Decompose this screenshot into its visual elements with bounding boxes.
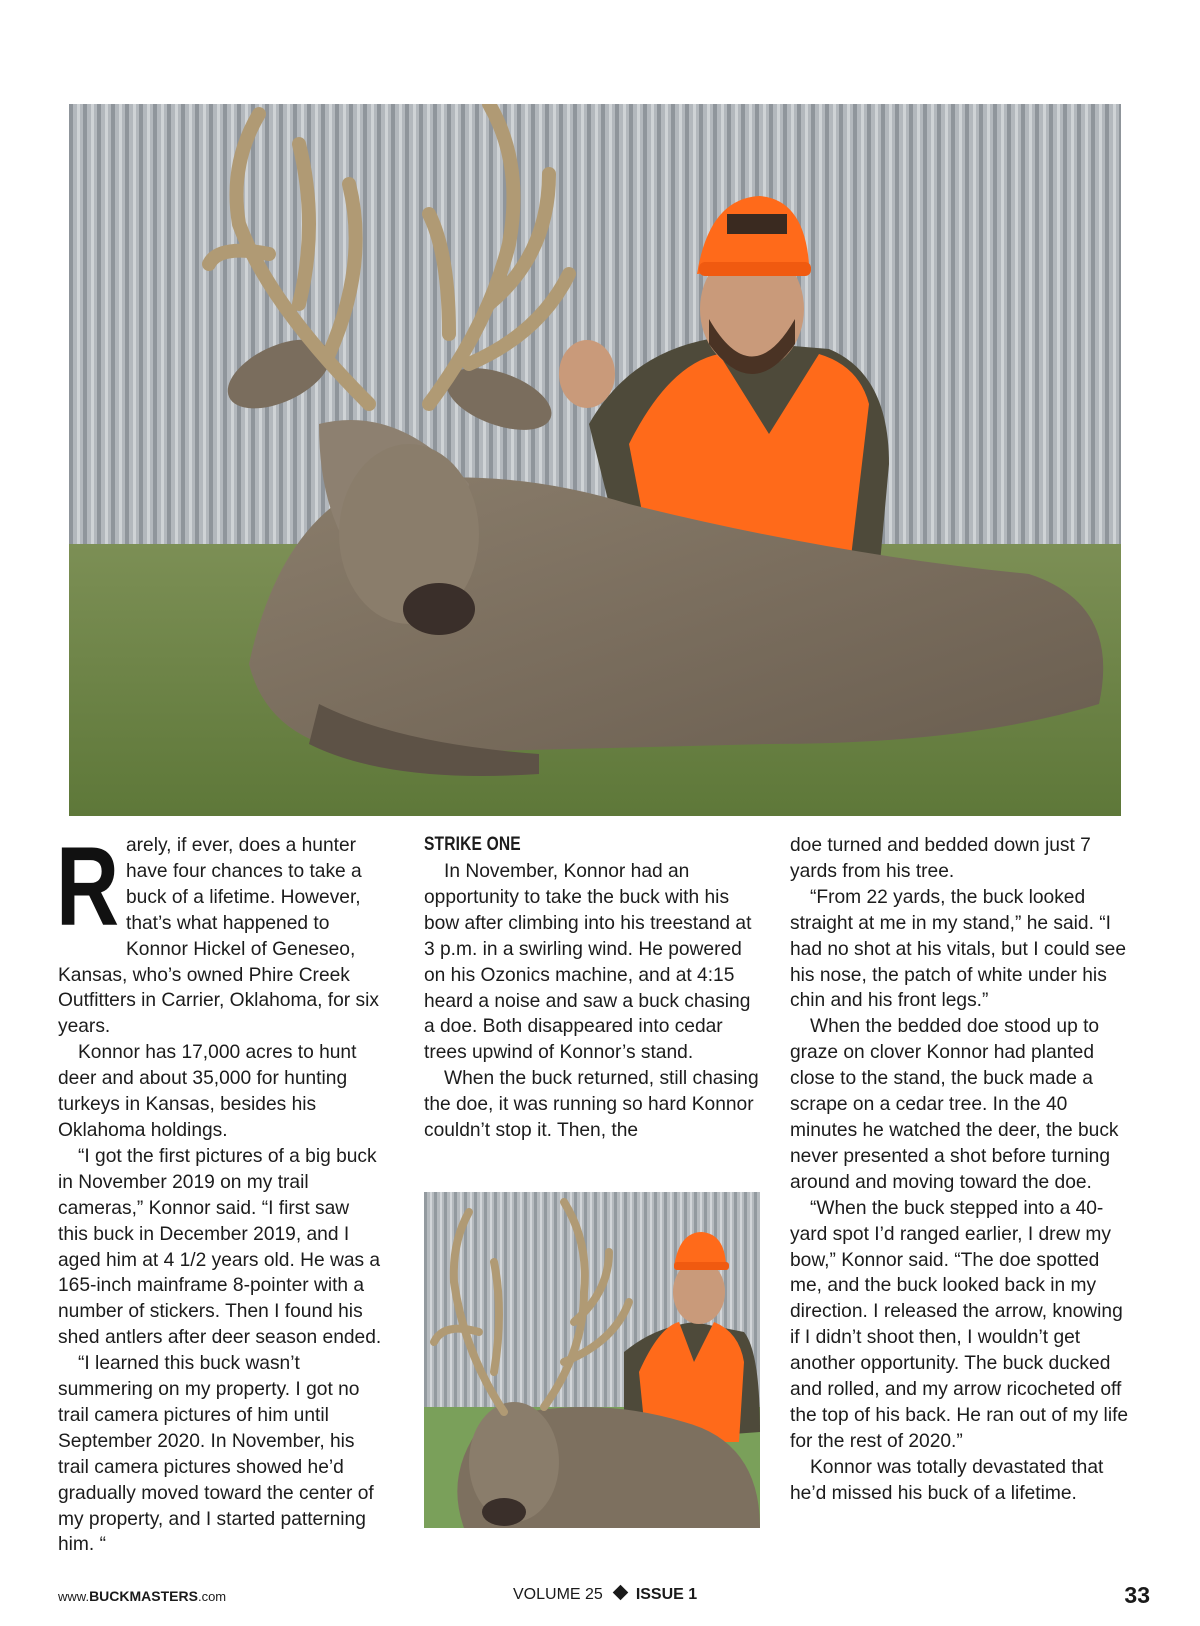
url-prefix: www. xyxy=(58,1589,90,1604)
paragraph: When the bedded doe stood up to graze on clover Konnor had planted close to the stand, the buck made a scrape on a cedar tree. In the 40 minutes he watched the deer, the buck never presented a shot before turning around and moving toward the doe. xyxy=(790,1016,1119,1193)
paragraph: “I got the first pictures of a big buck in November 2019 on my trail cameras,” Konnor said. “I first saw this buck in December 2019, and I aged him at 4 1/2 years old. He was a 165-inch mainframe 8-pointer with a number of stickers. Then I found his shed antlers after deer season ended. xyxy=(58,1145,382,1349)
paragraph: arely, if ever, does a hunter have four chances to take a buck of a lifetime. However, that’s what happened to Konnor Hickel of Geneseo, Kansas, who’s owned Phire Creek Outfitters in Carrier, Oklahoma, for six years. xyxy=(58,835,379,1038)
paragraph: “From 22 yards, the buck looked straight at me in my stand,” he said. “I had no shot at his vitals, but I could see his nose, the patch of white under his chin and his front legs.” xyxy=(790,886,1126,1012)
section-subhead: STRIKE ONE xyxy=(424,834,521,855)
paragraph: Konnor was totally devastated that he’d missed his buck of a lifetime. xyxy=(790,1456,1104,1504)
inset-photo xyxy=(424,1192,760,1528)
paragraph: “I learned this buck wasn’t summering on my property. I got no trail camera pictures of him until September 2020. In November, his trail camera pictures showed he’d gradually moved toward the center of my property, and I started patterning him. “ xyxy=(58,1353,374,1556)
article-column-3 xyxy=(790,833,1134,1507)
paragraph: When the buck returned, still chasing the doe, it was running so hard Konnor couldn’t stop it. Then, the xyxy=(424,1068,759,1142)
paragraph: “When the buck stepped into a 40-yard spot I’d ranged earlier, I drew my bow,” Konnor said. “The doe spotted me, and the buck looked back in my direction. I released the arrow, knowing if I didn’t shoot then, I wouldn’t get another opportunity. The buck ducked and rolled, and my arrow ricocheted off the top of his back. He ran out of my life for the rest of 2020.” xyxy=(790,1197,1129,1452)
website-url[interactable] xyxy=(58,1588,226,1604)
issue-info xyxy=(513,1586,697,1604)
inset-photo-illustration xyxy=(424,1192,760,1528)
issue-label: ISSUE 1 xyxy=(635,1586,698,1603)
hero-photo xyxy=(69,104,1121,816)
drop-cap: R xyxy=(56,824,120,949)
paragraph: In November, Konnor had an opportunity to take the buck with his bow after climbing into his treestand at 3 p.m. in a swirling wind. He powered on his Ozonics machine, and at 4:15 heard a noise and saw a buck chasing a doe. Both disappeared into cedar trees upwind of Konnor’s stand. xyxy=(424,861,752,1064)
page-footer xyxy=(58,1584,1150,1612)
article-column-2 xyxy=(424,833,760,1144)
diamond-icon xyxy=(613,1585,629,1601)
url-suffix: .com xyxy=(197,1589,227,1604)
paragraph: doe turned and bedded down just 7 yards from his tree. xyxy=(790,835,1091,882)
article-column-1 xyxy=(56,824,384,1558)
page-number: 33 xyxy=(1124,1582,1150,1608)
url-brand: BUCKMASTERS xyxy=(89,1588,198,1604)
hero-photo-illustration xyxy=(69,104,1121,816)
volume-label: VOLUME 25 xyxy=(513,1586,603,1603)
paragraph: Konnor has 17,000 acres to hunt deer and about 35,000 for hunting turkeys in Kansas, besides his Oklahoma holdings. xyxy=(58,1042,357,1141)
